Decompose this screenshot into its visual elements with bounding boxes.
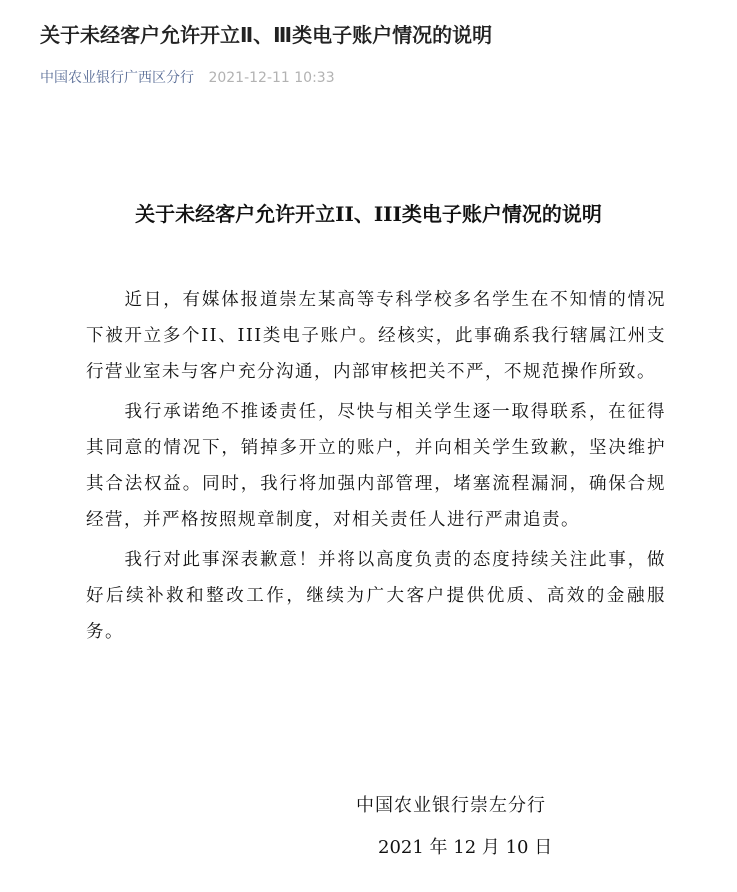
signature-block <box>356 788 616 866</box>
document-body <box>86 282 666 654</box>
publish-time: 2021-12-11 10:33 <box>208 70 335 86</box>
signature-org: 中国农业银行崇左分行 <box>356 795 546 816</box>
account-name-link[interactable]: 中国农业银行广西区分行 <box>40 70 194 86</box>
paragraph: 近日，有媒体报道崇左某高等专科学校多名学生在不知情的情况下被开立多个II、III类电子账户。经核实，此事确系我行辖属江州支行营业室未与客户充分沟通，内部审核把关不严，不规范操作所致。 <box>86 290 666 382</box>
article-title: 关于未经客户允许开立Ⅱ、Ⅲ类电子账户情况的说明 <box>40 23 493 47</box>
paragraph: 我行承诺绝不推诿责任，尽快与相关学生逐一取得联系，在征得其同意的情况下，销掉多开立的账户，并向相关学生致歉，坚决维护其合法权益。同时，我行将加强内部管理，堵塞流程漏洞，确保合规经营，并严格按照规章制度，对相关责任人进行严肃追责。 <box>86 402 666 530</box>
paragraph: 我行对此事深表歉意！并将以高度负责的态度持续关注此事，做好后续补救和整改工作，继续为广大客户提供优质、高效的金融服务。 <box>86 550 666 642</box>
article-meta <box>40 68 720 88</box>
document-title: 关于未经客户允许开立II、III类电子账户情况的说明 <box>135 202 602 226</box>
signature-date: 2021 年 12 月 10 日 <box>378 837 553 858</box>
article-header <box>40 18 720 88</box>
